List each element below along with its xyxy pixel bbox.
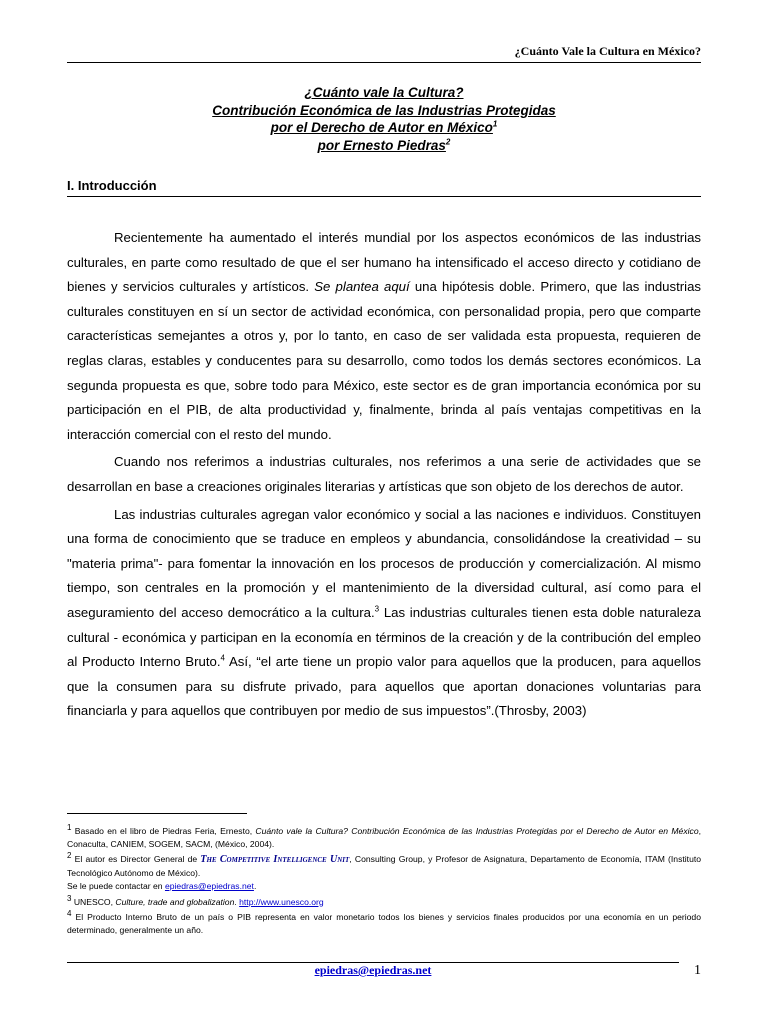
footnotes: [67, 825, 701, 939]
body-text: [67, 226, 701, 727]
footnote-3: $^3$ UNESCO, Culture, trade and globalization. http://www.unesco.org: [67, 893, 324, 907]
footnote-4: $^4$ El Producto Interno Bruto de un país o PIB representa en valor monetario todos los bienes y servicios finales producidos por una economía en un periodo determinado, generalmente un año.: [67, 909, 701, 935]
paragraph-1: Recientemente ha aumentado el interés mundial por los aspectos económicos de las industrias culturales, en parte como resultado de que el ser humano ha intensificado el acceso directo y cotidiano de bienes y servicios culturales y artísticos. Se plantea aquí una hipótesis doble. Primero, que las industrias culturales constituyen en sí un sector de actividad económica, con personalidad propia, pero que comparte características semejantes a otros y, por lo tanto, en caso de ser validada esta propuesta, requieren de reglas claras, estables y conducentes para su desarrollo, como todos los demás sectores económicos. La segunda propuesta es que, sobre todo para México, este sector es de gran importancia económica por su participación en el PIB, de alta productividad y, finalmente, brinda al país ventajas competitivas en la interacción comercial con el resto del mundo.: [67, 230, 701, 442]
footnote-ref-1[interactable]: 1: [492, 119, 498, 129]
contact-line: Se le puede contactar en epiedras@epiedras.net.: [67, 881, 257, 891]
footnote-separator: [67, 813, 247, 814]
footer-email-link[interactable]: epiedras@epiedras.net: [314, 963, 432, 977]
section-heading: I. Introducción: [67, 178, 701, 197]
footnote-1: $^1$ Basado en el libro de Piedras Feria, Ernesto, Cuánto vale la Cultura? Contribución Económica de las Industrias Protegidas por el Derecho de Autor en México, Conaculta, CANIEM, SOGEM, SACM, (México, 2004).: [67, 823, 701, 849]
page-number: 1: [694, 963, 701, 978]
footnote-ref-2[interactable]: 2: [445, 137, 451, 146]
title-line-3: por el Derecho de Autor en México: [270, 120, 493, 135]
footnote-2: $^2$ El autor es Director General de The Competitive Intelligence Unit, Consulting Group, y Profesor de Asignatura, Departamento de Economía, ITAM (Instituto Tecnológico Autónomo de México).: [67, 851, 702, 878]
document-title: [67, 84, 701, 154]
footnote-ref-4[interactable]: 4: [220, 653, 225, 663]
running-header: ¿Cuánto Vale la Cultura en México?: [514, 44, 701, 58]
title-line-2: Contribución Económica de las Industrias Protegidas: [212, 102, 556, 118]
title-line-1: ¿Cuánto vale la Cultura?: [304, 85, 464, 100]
organization-name: The Competitive Intelligence Unit: [200, 854, 350, 865]
footer: [67, 963, 679, 978]
paragraph-2: Cuando nos referimos a industrias culturales, nos referimos a una serie de actividades que se desarrollan en base a creaciones originales literarias y artísticas que son objeto de los derechos de autor.: [67, 454, 701, 494]
document-page: [67, 0, 701, 1024]
header-rule: [67, 62, 701, 63]
unesco-link[interactable]: http://www.unesco.org: [239, 896, 324, 907]
footnote-ref-3[interactable]: 3: [374, 604, 380, 614]
paragraph-3: Las industrias culturales agregan valor económico y social a las naciones e individuos. Constituyen una forma de conocimiento que se traduce en empleos y abundancia, consolidándose la creatividad – su "materia prima"- para fomentar la innovación en los procesos de producción y comercialización. Al mismo tiempo, son centrales en la promoción y el mantenimiento de la diversidad cultural, así como para el aseguramiento del acceso democrático a la cultura.$^3$ Las industrias culturales tienen esta doble naturaleza cultural - económica y participan en la economía en términos de la creación y de la contribución del empleo al Producto Interno Bruto.$^4$ Así, “el arte tiene un propio valor para aquellos que la producen, para aquellos que la consumen para su disfrute privado, para aquellos que aportan donaciones voluntarias para financiarla y para aquellos que contribuyen por medio de sus impuestos”.(Throsby, 2003): [67, 506, 702, 719]
author-line: por Ernesto Piedras: [317, 137, 446, 153]
contact-email-link[interactable]: epiedras@epiedras.net: [164, 881, 254, 891]
